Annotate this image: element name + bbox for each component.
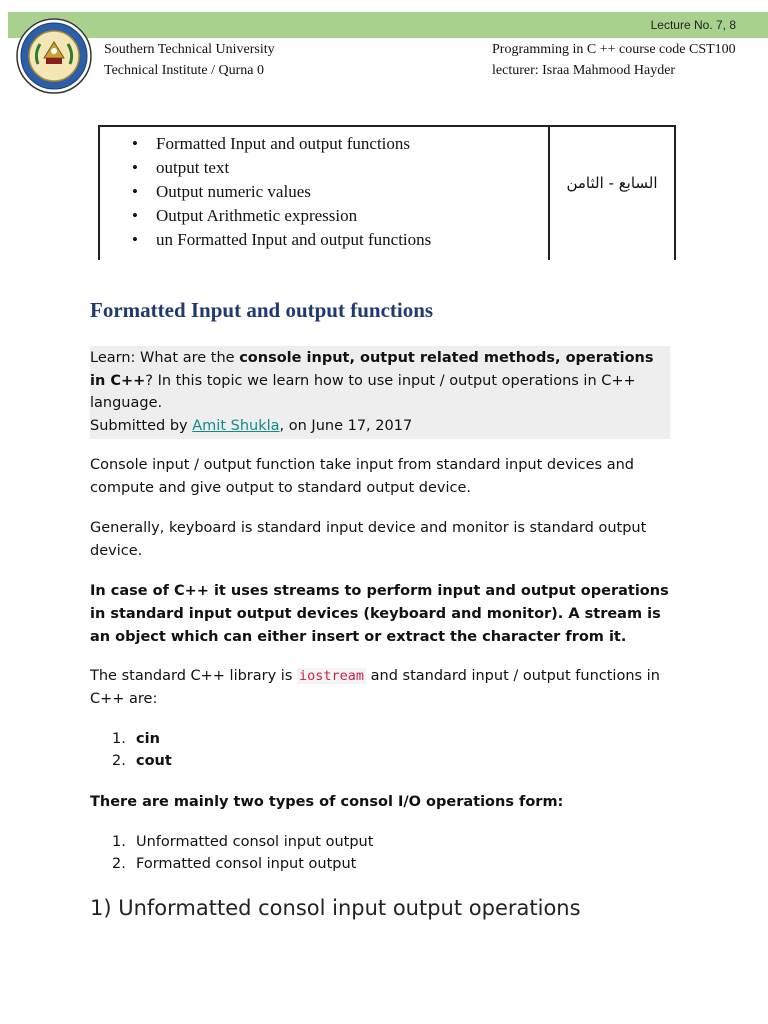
weeks-cell: السابع - الثامن <box>566 174 658 192</box>
submitted-prefix: Submitted by <box>90 417 193 434</box>
topics-list <box>106 132 431 252</box>
topics-table-snippet <box>98 118 676 260</box>
topic-item: • un Formatted Input and output functions <box>106 228 431 252</box>
intro-suffix: ? In this topic we learn how to use input / output operations in C++ language. <box>90 372 636 411</box>
table-border-left <box>98 125 100 260</box>
university-name: Southern Technical University <box>104 42 275 57</box>
list-item: 1. cin <box>112 731 160 747</box>
library-prefix: The standard C++ library is <box>90 668 297 684</box>
list-item: 2. Formatted consol input output <box>112 856 357 872</box>
iostream-code: iostream <box>299 668 365 684</box>
course-block <box>492 39 742 81</box>
intro-prefix: Learn: What are the <box>90 350 240 366</box>
io-types-heading: There are mainly two types of consol I/O operations form: <box>90 794 564 810</box>
table-border-top <box>98 125 676 127</box>
paragraph-streams: In case of C++ it uses streams to perform input and output operations in standard input output devices (keyboard and monitor). A stream is an object which can either insert or extract the character from it. <box>90 583 669 645</box>
topic-item: • Output Arithmetic expression <box>106 204 431 228</box>
section-title: Formatted Input and output functions <box>90 298 434 322</box>
topic-item: • Output numeric values <box>106 180 431 204</box>
institute-name: Technical Institute / Qurna 0 <box>104 63 264 78</box>
author-link[interactable]: Amit Shukla <box>192 417 280 434</box>
io-types-list <box>112 831 373 875</box>
intro-bold: console input, output related methods, operations in C++ <box>90 350 654 389</box>
intro-box <box>90 346 670 439</box>
table-border-right <box>674 125 676 260</box>
submitted-date: , on June 17, 2017 <box>279 417 413 434</box>
lecture-number: Lecture No. 7, 8 <box>650 18 736 32</box>
library-suffix: and standard input / output functions in C++ are: <box>90 668 660 707</box>
topic-item: • Formatted Input and output functions <box>106 132 431 156</box>
paragraph-console-io: Console input / output function take input from standard input devices and compute and give output to standard output device. <box>90 457 634 496</box>
list-item: 1. Unformatted consol input output <box>112 834 374 850</box>
table-column-divider <box>548 125 550 260</box>
course-name: Programming in C ++ course code CST100 <box>492 42 736 57</box>
paragraph-devices: Generally, keyboard is standard input device and monitor is standard output device. <box>90 520 647 559</box>
list-item: 2. cout <box>112 753 172 769</box>
topic-item: • output text <box>106 156 431 180</box>
subheading-unformatted: 1) Unformatted consol input output operations <box>90 896 581 920</box>
paragraph-library <box>90 665 680 711</box>
university-seal-icon <box>16 18 92 94</box>
institution-block <box>104 39 275 81</box>
lecturer-name: lecturer: Israa Mahmood Hayder <box>492 63 676 78</box>
io-functions-list <box>112 728 172 772</box>
